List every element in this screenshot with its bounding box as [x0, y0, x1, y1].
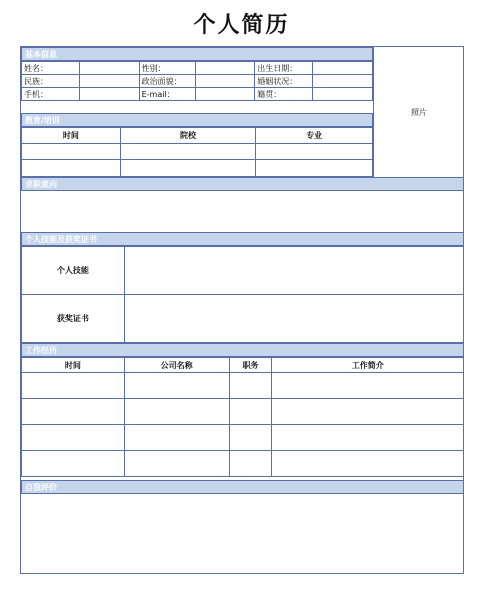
- basic-info-table: [21, 61, 373, 101]
- phone-field[interactable]: [79, 88, 139, 101]
- edu-header-school: 院校: [120, 128, 256, 144]
- work-cell[interactable]: [272, 451, 464, 477]
- skill-field[interactable]: [124, 247, 463, 295]
- photo-label: 照片: [411, 107, 427, 117]
- work-header-position: 职务: [229, 358, 272, 373]
- photo-box[interactable]: [373, 47, 464, 177]
- edu-header-major: 专业: [256, 128, 373, 144]
- edu-header-time: 时间: [22, 128, 121, 144]
- work-header-company: 公司名称: [124, 358, 229, 373]
- work-cell[interactable]: [229, 425, 272, 451]
- marital-status-label: 婚姻状况：: [255, 75, 313, 88]
- ethnicity-label: 民族：: [22, 75, 80, 88]
- work-cell[interactable]: [229, 451, 272, 477]
- work-cell[interactable]: [22, 399, 125, 425]
- hometown-field[interactable]: [313, 88, 373, 101]
- job-intent-band: 求职意向: [21, 177, 464, 191]
- hometown-label: 籍贯：: [255, 88, 313, 101]
- edu-cell[interactable]: [256, 144, 373, 160]
- basic-info-band: 基本信息: [21, 47, 373, 61]
- phone-label: 手机：: [22, 88, 80, 101]
- work-header-time: 时间: [22, 358, 125, 373]
- name-label: 姓名：: [22, 62, 80, 75]
- page-title: 个人简历: [193, 12, 290, 38]
- work-cell[interactable]: [229, 373, 272, 399]
- marital-status-field[interactable]: [313, 75, 373, 88]
- work-cell[interactable]: [272, 425, 464, 451]
- self-eval-band: 自我评价: [21, 480, 464, 494]
- political-status-field[interactable]: [195, 75, 255, 88]
- work-cell[interactable]: [272, 373, 464, 399]
- edu-cell[interactable]: [120, 160, 256, 177]
- resume-sheet: [20, 46, 464, 574]
- name-field[interactable]: [79, 62, 139, 75]
- edu-cell[interactable]: [120, 144, 256, 160]
- gender-label: 性别：: [139, 62, 195, 75]
- work-cell[interactable]: [124, 425, 229, 451]
- education-table: [21, 127, 373, 177]
- skill-label: 个人技能: [22, 247, 125, 295]
- work-cell[interactable]: [229, 399, 272, 425]
- work-table: [21, 357, 464, 477]
- work-header-summary: 工作简介: [272, 358, 464, 373]
- edu-cell[interactable]: [22, 160, 121, 177]
- job-intent-area[interactable]: [21, 191, 464, 231]
- self-eval-area[interactable]: [21, 494, 464, 574]
- work-cell[interactable]: [22, 425, 125, 451]
- skills-table: [21, 246, 464, 343]
- certificate-field[interactable]: [124, 295, 463, 343]
- work-cell[interactable]: [272, 399, 464, 425]
- birthdate-field[interactable]: [313, 62, 373, 75]
- edu-cell[interactable]: [256, 160, 373, 177]
- email-label: E-mail：: [139, 88, 195, 101]
- certificate-label: 获奖证书: [22, 295, 125, 343]
- work-cell[interactable]: [22, 451, 125, 477]
- skills-band: 个人技能及获奖证书: [21, 232, 464, 246]
- political-status-label: 政治面貌：: [139, 75, 195, 88]
- education-band: 教育/培训: [21, 113, 373, 127]
- work-cell[interactable]: [22, 373, 125, 399]
- gender-field[interactable]: [195, 62, 255, 75]
- work-cell[interactable]: [124, 399, 229, 425]
- edu-cell[interactable]: [22, 144, 121, 160]
- ethnicity-field[interactable]: [79, 75, 139, 88]
- work-cell[interactable]: [124, 373, 229, 399]
- birthdate-label: 出生日期：: [255, 62, 313, 75]
- work-band: 工作经历: [21, 343, 464, 357]
- work-cell[interactable]: [124, 451, 229, 477]
- email-field[interactable]: [195, 88, 255, 101]
